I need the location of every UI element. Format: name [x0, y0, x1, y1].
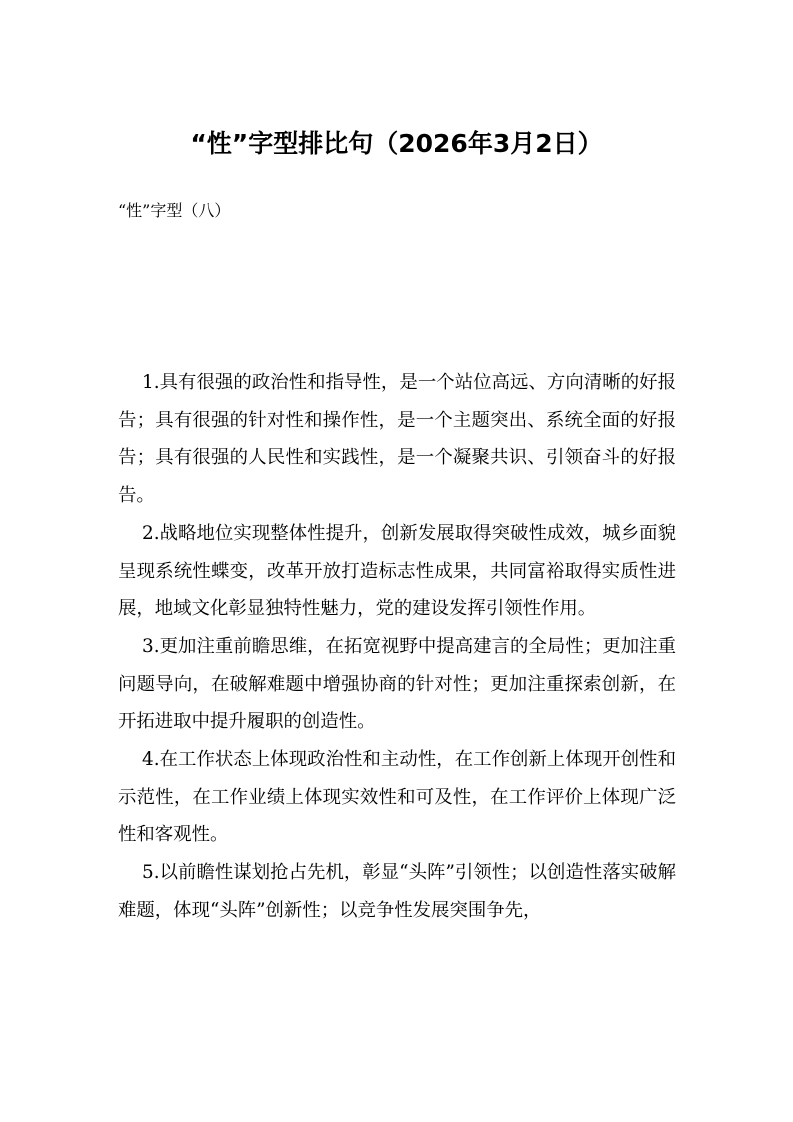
paragraph-4: 4.在工作状态上体现政治性和主动性，在工作创新上体现开创性和示范性，在工作业绩上体现实效性和可及性，在工作评价上体现广泛性和客观性。	[118, 749, 676, 846]
document-body	[118, 364, 676, 930]
document-subtitle: “性”字型（八）	[118, 201, 231, 220]
paragraph-5: 5.以前瞻性谋划抢占先机，彰显“头阵”引领性；以创造性落实破解难题，体现“头阵”创新性；以竞争性发展突围争先，	[118, 862, 676, 921]
paragraph-2: 2.战略地位实现整体性提升，创新发展取得突破性成效，城乡面貌呈现系统性蝶变，改革开放打造标志性成果，共同富裕取得实质性进展，地域文化彰显独特性魅力，党的建设发挥引领性作用。	[118, 522, 676, 620]
paragraph-1: 1.具有很强的政治性和指导性，是一个站位高远、方向清晰的好报告；具有很强的针对性和操作性，是一个主题突出、系统全面的好报告；具有很强的人民性和实践性，是一个凝聚共识、引领奋斗的好报告。	[118, 372, 676, 507]
document-title: “性”字型排比句（2026年3月2日）	[190, 129, 603, 158]
paragraph-3: 3.更加注重前瞻思维，在拓宽视野中提高建言的全局性；更加注重问题导向，在破解难题中增强协商的针对性；更加注重探索创新，在开拓进取中提升履职的创造性。	[118, 635, 676, 733]
